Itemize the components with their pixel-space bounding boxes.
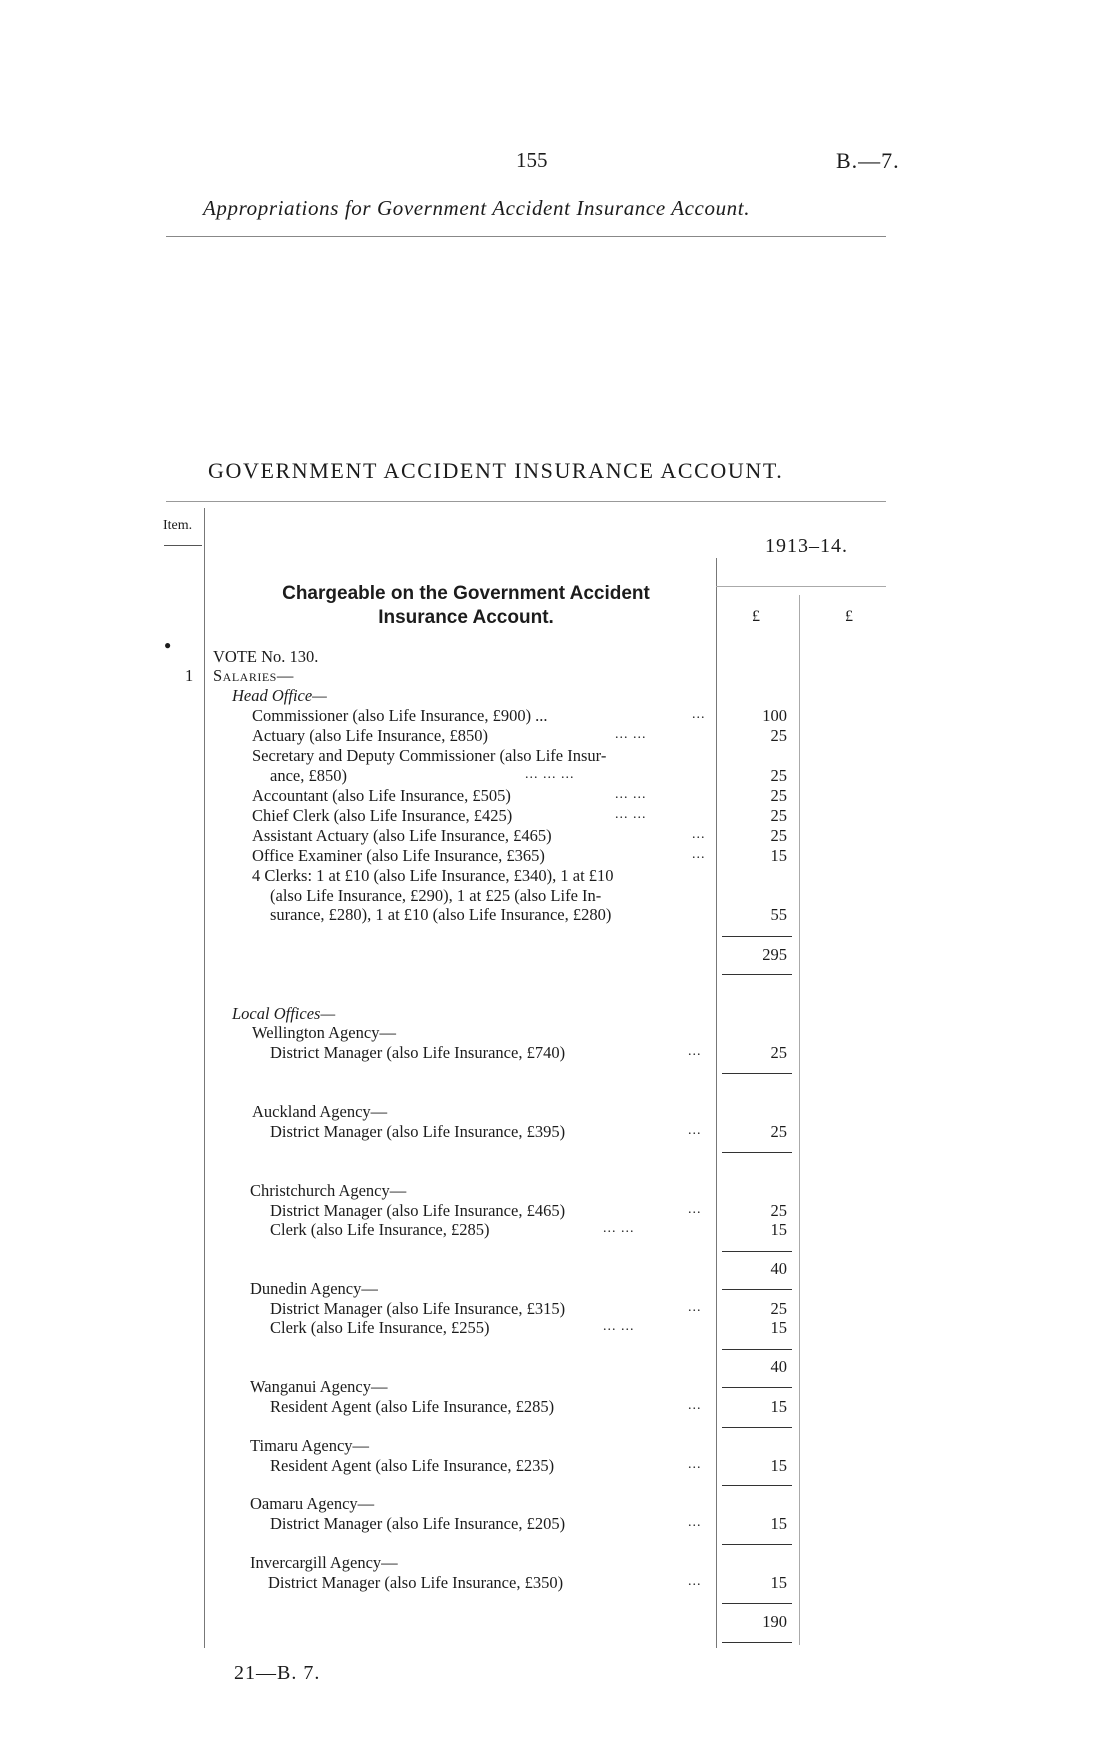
table-row: District Manager (also Life Insurance, £740) xyxy=(270,1043,566,1062)
account-title: GOVERNMENT ACCIDENT INSURANCE ACCOUNT. xyxy=(208,458,784,483)
table-row: Office Examiner (also Life Insurance, £365) xyxy=(252,846,545,865)
head-office-heading: Head Office— xyxy=(232,686,327,705)
item-number: 1 xyxy=(185,666,194,685)
row-amount: 25 xyxy=(770,1043,787,1062)
row-amount: 15 xyxy=(770,1514,787,1533)
subtotal-rule xyxy=(722,1603,792,1604)
agency-subtotal: 40 xyxy=(770,1357,787,1376)
leader-dots: ... xyxy=(688,1574,702,1589)
leader-dots: ... xyxy=(688,1300,702,1315)
item-column-divider xyxy=(204,508,205,1648)
agency-name: Wanganui Agency— xyxy=(250,1377,388,1396)
pound-symbol-column-2: £ xyxy=(845,608,853,625)
table-row-continuation: (also Life Insurance, £290), 1 at £25 (also Life In- xyxy=(270,886,602,905)
table-row: Assistant Actuary (also Life Insurance, £465) xyxy=(252,826,552,845)
leader-dots: ... ... xyxy=(615,727,647,742)
table-row: District Manager (also Life Insurance, £465) xyxy=(270,1201,566,1220)
table-row: Clerk (also Life Insurance, £285) xyxy=(270,1220,490,1239)
row-amount: 25 xyxy=(770,726,787,745)
local-offices-heading: Local Offices— xyxy=(232,1004,336,1023)
header-divider xyxy=(166,236,886,237)
leader-dots: ... xyxy=(688,1457,702,1472)
subtotal-rule xyxy=(722,1544,792,1545)
leader-dots: ... ... ... xyxy=(525,767,575,782)
subtotal-rule xyxy=(722,1642,792,1643)
leader-dots: ... xyxy=(692,827,706,842)
table-row: District Manager (also Life Insurance, £205) xyxy=(270,1514,566,1533)
table-row: District Manager (also Life Insurance, £350) xyxy=(268,1573,564,1592)
vote-number: VOTE No. 130. xyxy=(213,647,319,666)
row-amount: 25 xyxy=(770,826,787,845)
table-row: Resident Agent (also Life Insurance, £285) xyxy=(270,1397,555,1416)
subtotal-rule xyxy=(722,1485,792,1486)
item-header-underline xyxy=(164,545,202,546)
agency-name: Wellington Agency— xyxy=(252,1023,396,1042)
table-row-continuation: surance, £280), 1 at £10 (also Life Insurance, £280) xyxy=(270,905,612,924)
table-row-continuation: ance, £850) xyxy=(270,766,347,785)
year-header-underline xyxy=(716,586,886,587)
leader-dots: ... ... xyxy=(603,1221,635,1236)
leader-dots: ... ... xyxy=(603,1319,635,1334)
table-row: Commissioner (also Life Insurance, £900) ... xyxy=(252,706,548,725)
leader-dots: ... ... xyxy=(615,787,647,802)
subtotal-rule xyxy=(722,1073,792,1074)
row-amount: 15 xyxy=(770,1220,787,1239)
subtotal-rule xyxy=(722,1427,792,1428)
row-amount: 25 xyxy=(770,1122,787,1141)
leader-dots: ... xyxy=(688,1398,702,1413)
head-office-total: 295 xyxy=(762,945,787,964)
subtotal-rule xyxy=(722,1251,792,1252)
title-divider xyxy=(166,501,886,502)
table-row: District Manager (also Life Insurance, £315) xyxy=(270,1299,566,1318)
subtotal-rule xyxy=(722,1152,792,1153)
row-amount: 100 xyxy=(762,706,787,725)
leader-dots: ... xyxy=(688,1123,702,1138)
row-amount: 25 xyxy=(770,786,787,805)
leader-dots: ... xyxy=(688,1515,702,1530)
row-amount: 25 xyxy=(770,1201,787,1220)
subtotal-rule xyxy=(722,1387,792,1388)
row-amount: 55 xyxy=(770,905,787,924)
leader-dots: ... xyxy=(692,847,706,862)
agency-name: Oamaru Agency— xyxy=(250,1494,375,1513)
agency-name: Christchurch Agency— xyxy=(250,1181,407,1200)
agency-subtotal: 40 xyxy=(770,1259,787,1278)
subtotal-rule xyxy=(722,1349,792,1350)
table-row: Chief Clerk (also Life Insurance, £425) xyxy=(252,806,513,825)
agency-name: Timaru Agency— xyxy=(250,1436,370,1455)
table-row: 4 Clerks: 1 at £10 (also Life Insurance, £340), 1 at £10 xyxy=(252,866,614,885)
chargeable-heading: Chargeable on the Government Accident Insurance Account. xyxy=(282,583,650,628)
row-amount: 25 xyxy=(770,806,787,825)
page-footer: 21—B. 7. xyxy=(234,1662,321,1684)
leader-dots: ... ... xyxy=(615,807,647,822)
row-amount: 15 xyxy=(770,1318,787,1337)
row-amount: 15 xyxy=(770,1397,787,1416)
subtotal-rule xyxy=(722,1289,792,1290)
table-row: Secretary and Deputy Commissioner (also Life Insur- xyxy=(252,746,607,765)
local-offices-total: 190 xyxy=(762,1612,787,1631)
table-row: Resident Agent (also Life Insurance, £235) xyxy=(270,1456,555,1475)
bullet-mark: ● xyxy=(164,638,172,652)
table-row: Accountant (also Life Insurance, £505) xyxy=(252,786,511,805)
row-amount: 25 xyxy=(770,766,787,785)
subtotal-rule xyxy=(722,974,792,975)
table-row: District Manager (also Life Insurance, £395) xyxy=(270,1122,566,1141)
item-column-header: Item. xyxy=(163,518,193,533)
leader-dots: ... xyxy=(688,1044,702,1059)
row-amount: 25 xyxy=(770,1299,787,1318)
leader-dots: ... xyxy=(688,1202,702,1217)
amount-column-left-border xyxy=(716,558,717,1648)
row-amount: 15 xyxy=(770,846,787,865)
table-row: Actuary (also Life Insurance, £850) xyxy=(252,726,488,745)
leader-dots: ... xyxy=(692,707,706,722)
document-reference: B.—7. xyxy=(836,148,900,173)
agency-name: Invercargill Agency— xyxy=(250,1553,398,1572)
amount-column-middle-border xyxy=(799,595,800,1645)
salaries-heading: Salaries— xyxy=(213,666,294,685)
page-subtitle: Appropriations for Government Accident Insurance Account. xyxy=(203,196,751,220)
row-amount: 15 xyxy=(770,1456,787,1475)
agency-name: Auckland Agency— xyxy=(252,1102,388,1121)
row-amount: 15 xyxy=(770,1573,787,1592)
agency-name: Dunedin Agency— xyxy=(250,1279,378,1298)
year-column-header: 1913–14. xyxy=(765,535,848,557)
pound-symbol-column-1: £ xyxy=(752,608,760,625)
page-number: 155 xyxy=(516,148,548,172)
subtotal-rule xyxy=(722,936,792,937)
table-row: Clerk (also Life Insurance, £255) xyxy=(270,1318,490,1337)
